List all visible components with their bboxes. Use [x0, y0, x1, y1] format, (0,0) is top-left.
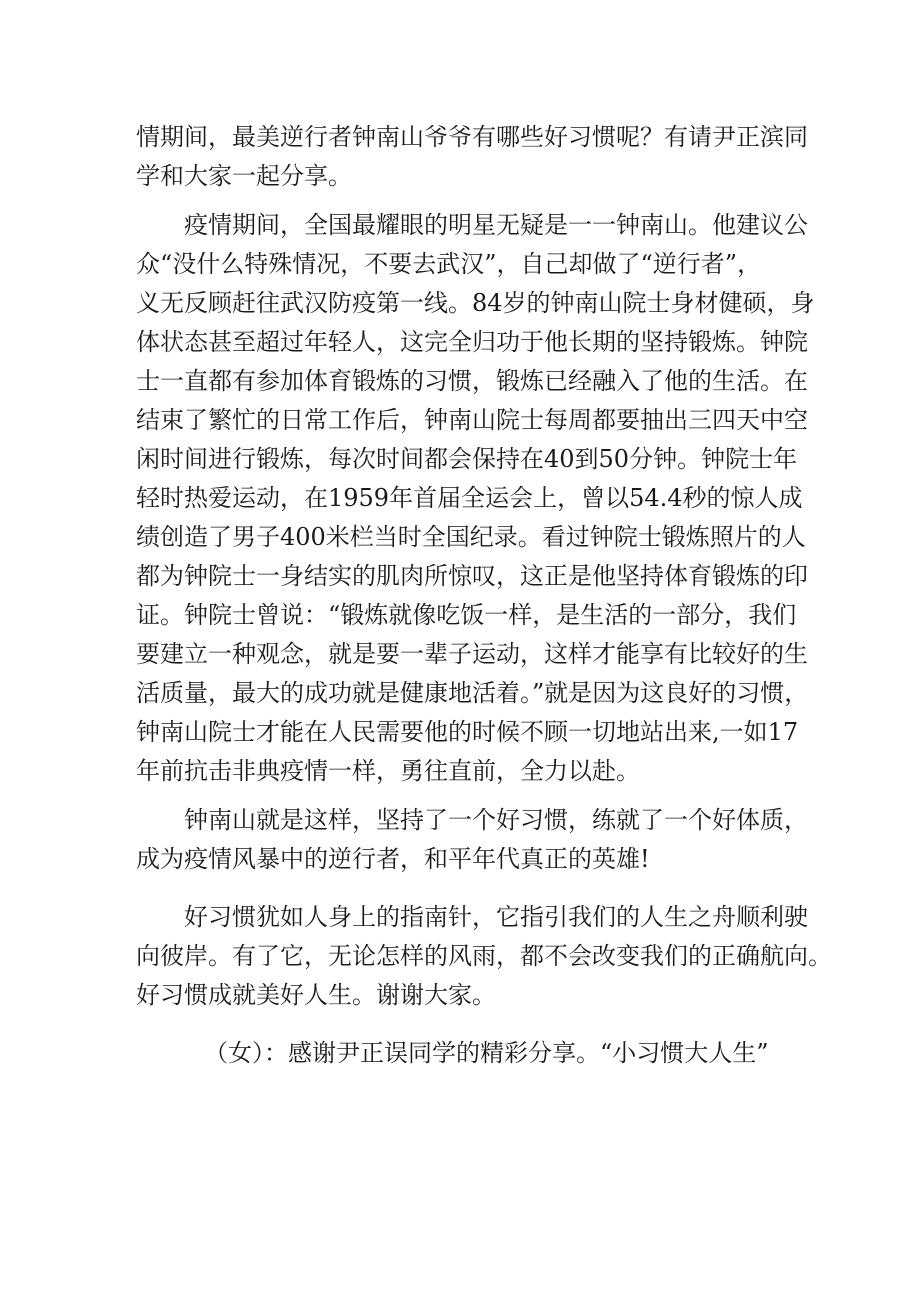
text-line: 体状态甚至超过年轻人，这完全归功于他长期的坚持锻炼。钟院 — [136, 328, 808, 356]
document-body — [136, 118, 832, 1073]
text-line: 义无反顾赶往武汉防疫第一线。84岁的钟南山院士身材健硕，身 — [136, 289, 815, 317]
text-line: 疫情期间，全国最耀眼的明星无疑是一一钟南山。他建议公 — [184, 211, 808, 239]
text-line: 情期间，最美逆行者钟南山爷爷有哪些好习惯呢？有请尹正滨同 — [136, 123, 808, 151]
text-line: 钟南山院士才能在人民需要他的时候不顾一切地站出来,一如17 — [136, 718, 799, 746]
paragraph-zhong-nanshan-story — [136, 206, 815, 791]
text-line: 绩创造了男子400米栏当时全国纪录。看过钟院士锻炼照片的人 — [136, 523, 806, 551]
text-line: 结束了繁忙的日常工作后，钟南山院士每周都要抽出三四天中空 — [136, 406, 808, 434]
text-line: 都为钟院士一身结实的肌肉所惊叹，这正是他坚持体育锻炼的印 — [136, 562, 808, 590]
text-line: 成为疫情风暴中的逆行者，和平年代真正的英雄! — [136, 845, 650, 873]
text-line: 好习惯犹如人身上的指南针，它指引我们的人生之舟顺利驶 — [184, 903, 808, 931]
paragraph-conclusion — [136, 898, 832, 1015]
text-line: 众“没什么特殊情况，不要去武汉”，自己却做了“逆行者”， — [136, 250, 762, 278]
text-line: 钟南山就是这样，坚持了一个好习惯，练就了一个好体质， — [184, 806, 808, 834]
text-line: 好习惯成就美好人生。谢谢大家。 — [136, 981, 496, 1009]
text-line: （女）：感谢尹正误同学的精彩分享。“小习惯大人生” — [204, 1039, 769, 1067]
paragraph-hero — [136, 801, 808, 879]
paragraph-intro — [136, 118, 808, 196]
paragraph-host-remark — [136, 1034, 800, 1073]
text-line: 向彼岸。有了它，无论怎样的风雨，都不会改变我们的正确航向。 — [136, 942, 832, 970]
text-line: 年前抗击非典疫情一样，勇往直前，全力以赴。 — [136, 757, 640, 785]
text-line: 活质量，最大的成功就是健康地活着。”就是因为这良好的习惯， — [136, 679, 809, 707]
text-line: 闲时间进行锻炼，每次时间都会保持在40到50分钟。钟院士年 — [136, 445, 798, 473]
text-line: 要建立一种观念，就是要一辈子运动，这样才能享有比较好的生 — [136, 640, 808, 668]
text-line: 士一直都有参加体育锻炼的习惯，锻炼已经融入了他的生活。在 — [136, 367, 808, 395]
text-line: 证。钟院士曾说：“锻炼就像吃饭一样，是生活的一部分，我们 — [136, 601, 797, 629]
text-line: 学和大家一起分享。 — [136, 162, 352, 190]
text-line: 轻时热爱运动，在1959年首届全运会上，曾以54.4秒的惊人成 — [136, 484, 803, 512]
